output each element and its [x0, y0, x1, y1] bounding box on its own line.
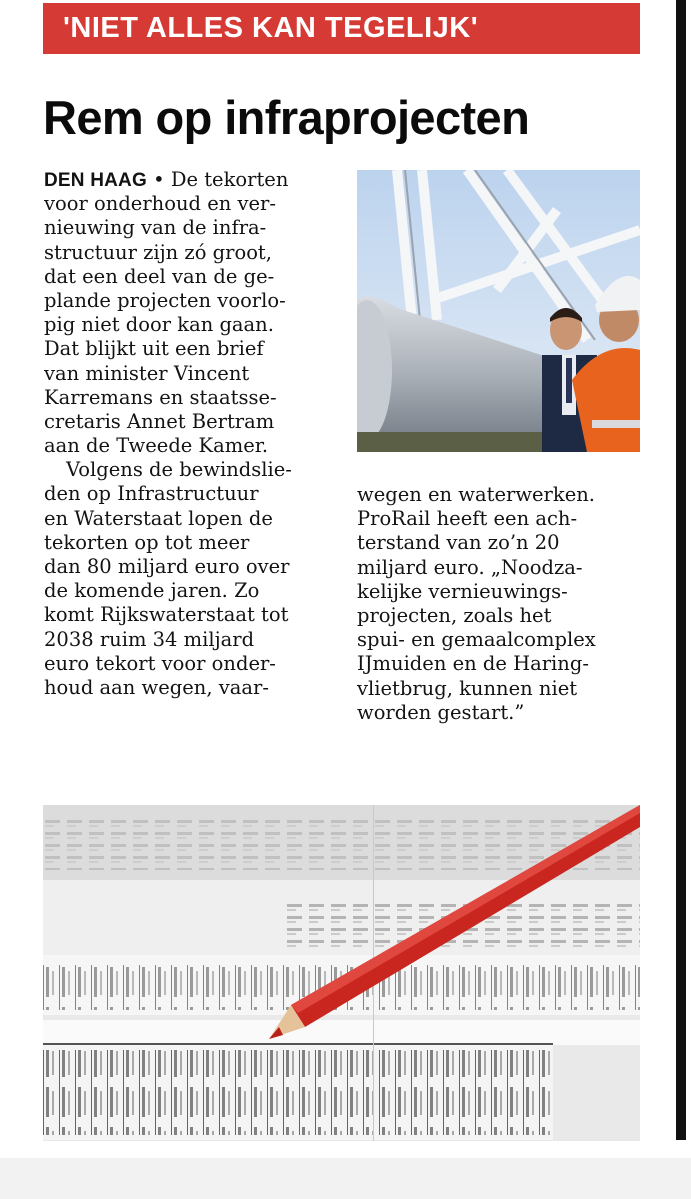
text-line: plande projecten voorlo-: [44, 288, 286, 312]
kicker-banner: [43, 3, 640, 54]
page-edge: [676, 0, 686, 1140]
bottom-band: [0, 1158, 691, 1199]
text-line: aan de Tweede Kamer.: [44, 434, 269, 458]
text-line: van minister Vincent: [44, 361, 250, 385]
text-line: 2038 ruim 34 miljard: [44, 627, 255, 651]
paragraph-start-line: Volgens de bewindslie-: [66, 458, 292, 482]
text-line: terstand van zo’n 20: [357, 531, 560, 555]
text-line: ProRail heeft een ach-: [357, 507, 578, 531]
article-column-1: [44, 168, 344, 700]
text-line: cretaris Annet Bertram: [44, 409, 275, 433]
text-line: projecten, zoals het: [357, 603, 552, 627]
text-line: tekorten op tot meer: [44, 530, 250, 554]
text-line: miljard euro. „Noodza-: [357, 555, 583, 579]
text-line: houd aan wegen, vaar-: [44, 675, 269, 699]
text-line: komt Rijkswaterstaat tot: [44, 603, 289, 627]
text-line: wegen en waterwerken.: [357, 483, 595, 506]
kicker-text: 'NIET ALLES KAN TEGELIJK': [63, 12, 479, 44]
article-column-2: [357, 483, 647, 725]
text-line: worden gestart.”: [357, 700, 525, 724]
text-line: den op Infrastructuur: [44, 482, 259, 506]
first-line-text: De tekorten: [170, 168, 289, 191]
text-line: kelijke vernieuwings-: [357, 579, 568, 603]
first-line: [44, 168, 344, 192]
text-line: de komende jaren. Zo: [44, 579, 260, 603]
text-line: pig niet door kan gaan.: [44, 313, 274, 337]
photo-top-illustration: [357, 170, 640, 452]
text-line: IJmuiden en de Haring-: [357, 652, 589, 676]
text-line: nieuwing van de infra-: [44, 216, 267, 240]
text-line: Dat blijkt uit een brief: [44, 337, 264, 361]
text-line: dan 80 miljard euro over: [44, 555, 290, 578]
photo-men-at-steel-structure: [357, 170, 640, 452]
photo-bottom-illustration: [43, 805, 640, 1141]
text-line: en Waterstaat lopen de: [44, 506, 273, 530]
text-line: voor onderhoud en ver-: [44, 192, 276, 216]
text-line: structuur zijn zó groot,: [44, 240, 272, 264]
text-line: Karremans en staatsse-: [44, 385, 277, 409]
photo-red-pencil-on-timetable: [43, 805, 640, 1141]
headline: Rem op infraprojecten: [43, 91, 530, 144]
dateline-separator: •: [146, 168, 171, 191]
text-line: spui- en gemaalcomplex: [357, 628, 596, 652]
text-line: dat een deel van de ge-: [44, 264, 275, 288]
text-line: euro tekort voor onder-: [44, 651, 276, 675]
text-line: vlietbrug, kunnen niet: [357, 676, 578, 700]
dateline: DEN HAAG: [44, 170, 147, 191]
